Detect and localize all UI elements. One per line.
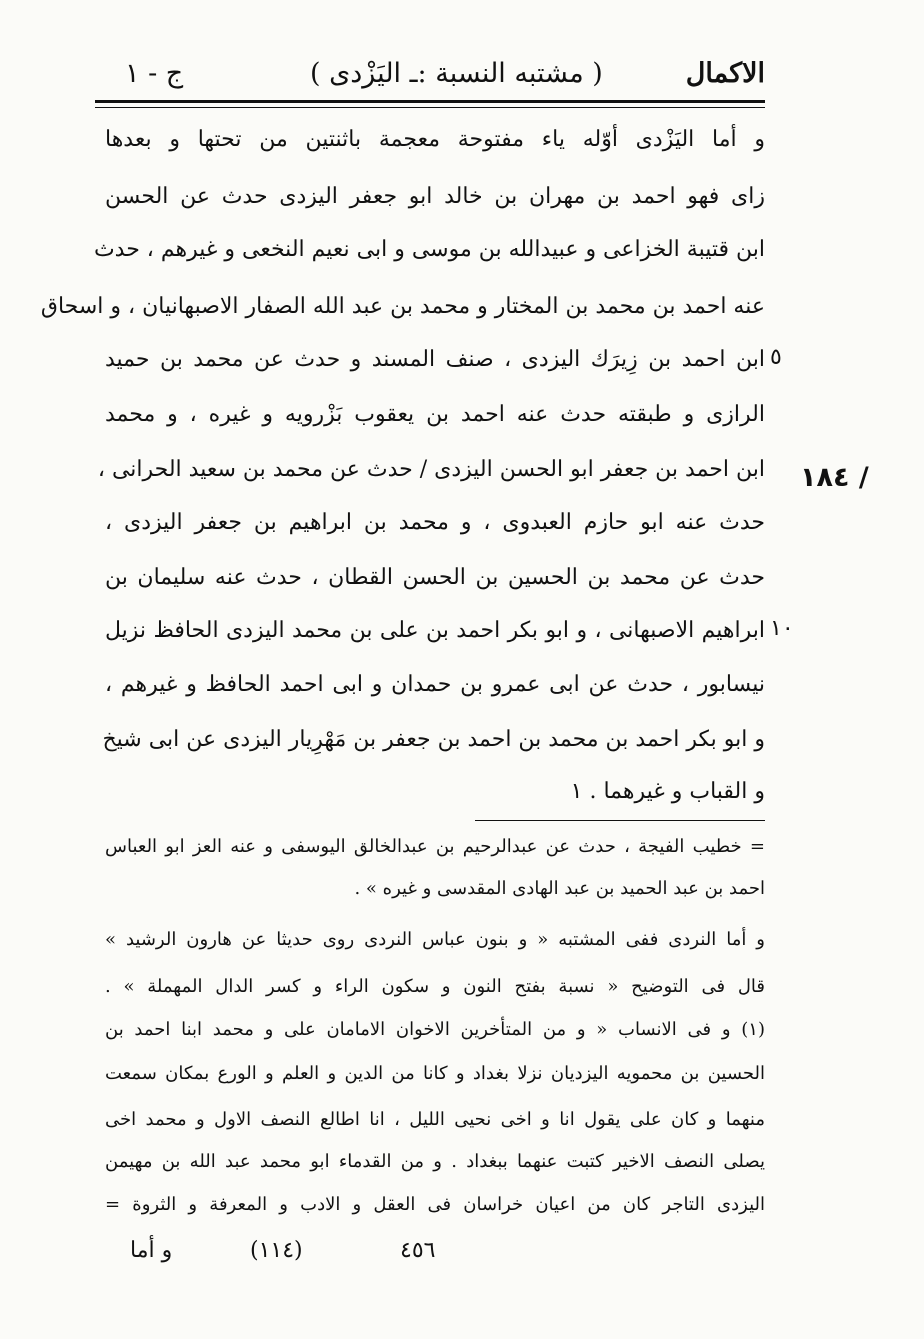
section-title: ( مشتبه النسبة :ـ اليَزْدى ) bbox=[310, 58, 603, 89]
header-rule-thin bbox=[95, 107, 765, 108]
footnote-line: احمد بن عبد الحميد بن عبد الهادى المقدسى و غيره » . bbox=[354, 878, 765, 899]
footnote-separator bbox=[475, 820, 765, 821]
footnote-line: و أما النردى ففى المشتبه « و بنون عباس النردى روى حديثا عن هارون الرشيد » bbox=[105, 929, 765, 950]
footnote-line: الحسين بن محمويه اليزديان نزلا بغداد و كانا من الدين و العلم و الورع بمكان سمعت bbox=[105, 1063, 765, 1084]
main-text-line: و ابو بكر احمد بن محمد بن احمد بن جعفر بن مَهْرِيار اليزدى عن ابى شيخ bbox=[102, 727, 765, 752]
footnote-line: (١) و فى الانساب « و من المتأخرين الاخوان الامامان على و محمد ابنا احمد بن bbox=[105, 1019, 765, 1040]
footnote-line: قال فى التوضيح « نسبة بفتح النون و سكون الراء و كسر الدال المهملة » . bbox=[105, 976, 765, 997]
original-page-number: (١١٤) bbox=[250, 1238, 303, 1263]
main-text-line: عنه احمد بن محمد بن المختار و محمد بن عبد الله الصفار الاصبهانيان ، و اسحاق bbox=[40, 294, 765, 319]
main-text-line: حدث عن محمد بن الحسين بن الحسن القطان ، حدث عنه سليمان بن bbox=[105, 565, 765, 590]
main-text-line: الرازى و طبقته حدث عنه احمد بن يعقوب بَزْرويه و غيره ، و محمد bbox=[105, 402, 765, 427]
main-text-line: ابن احمد بن زِيرَك اليزدى ، صنف المسند و حدث عن محمد بن حميد bbox=[105, 347, 765, 372]
footnote-line: يصلى النصف الاخير كتبت عنهما ببغداد . و من القدماء ابو محمد عبد الله بن مهيمن bbox=[105, 1151, 765, 1172]
main-text-line: ابراهيم الاصبهانى ، و ابو بكر احمد بن على بن محمد اليزدى الحافظ نزيل bbox=[105, 618, 765, 643]
main-text-line: حدث عنه ابو حازم العبدوى ، و محمد بن ابراهيم بن جعفر اليزدى ، bbox=[105, 510, 765, 535]
footnote-line: منهما و كان على يقول انا و اخى نحيى الليل ، انا اطالع النصف الاول و محمد اخى bbox=[105, 1109, 765, 1130]
book-title: الاكمال bbox=[685, 58, 765, 89]
header-rule-thick bbox=[95, 100, 765, 103]
page-number: ٤٥٦ bbox=[400, 1238, 436, 1263]
margin-page-reference: ١٨٤ / bbox=[800, 462, 869, 493]
line-number: ١٠ bbox=[770, 616, 794, 641]
footnote-line: = خطيب الفيجة ، حدث عن عبدالرحيم بن عبدالخالق اليوسفى و عنه العز ابو العباس bbox=[105, 836, 765, 857]
main-text-line: ابن احمد بن جعفر ابو الحسن اليزدى / حدث عن محمد بن سعيد الحرانى ، bbox=[97, 457, 765, 482]
main-text-line: زاى فهو احمد بن مهران بن خالد ابو جعفر اليزدى حدث عن الحسن bbox=[105, 184, 765, 209]
running-header bbox=[95, 52, 765, 102]
line-number: ٥ bbox=[770, 345, 782, 370]
main-text-line: و القباب و غيرهما . ١ bbox=[570, 779, 765, 804]
main-text-line: و أما اليَزْدى أوّله ياء مفتوحة معجمة باثنتين من تحتها و بعدها bbox=[105, 127, 765, 152]
main-text-line: ابن قتيبة الخزاعى و عبيدالله بن موسى و ابى نعيم النخعى و غيرهم ، حدث bbox=[93, 237, 765, 262]
catchword: و أما bbox=[130, 1238, 173, 1263]
volume-label: ج - ١ bbox=[125, 58, 184, 89]
main-text-line: نيسابور ، حدث عن ابى عمرو بن حمدان و ابى احمد الحافظ و غيرهم ، bbox=[105, 672, 765, 697]
footnote-line: اليزدى التاجر كان من اعيان خراسان فى العقل و الادب و المعرفة و الثروة = bbox=[105, 1194, 765, 1215]
